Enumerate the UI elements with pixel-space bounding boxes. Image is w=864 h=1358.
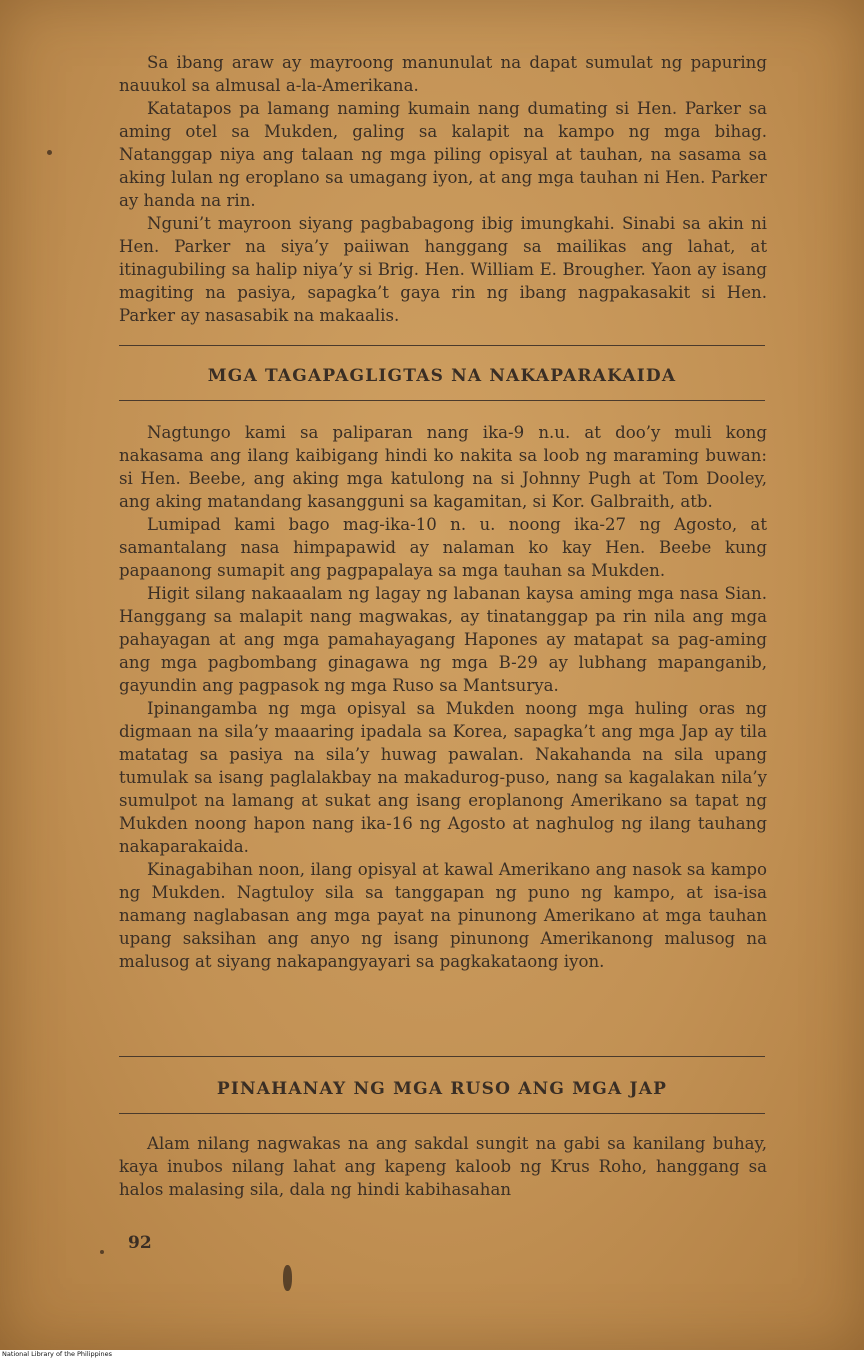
paragraph: Sa ibang araw ay mayroong manunulat na dapat sumulat ng papuring nauukol sa almusal a-la-Amerikana. <box>119 53 767 95</box>
paragraph: Ipinangamba ng mga opisyal sa Mukden noong mga huling oras ng digmaan na sila’y maaaring ipadala sa Korea, sapagka’t ang mga Jap ay tila matatag sa pasiya na sila’y huwag pawalan. Nakahanda na sila upang tumulak sa isang paglalakbay na makadurog-puso, nang sa kagalakan nila’y sumulpot na lamang at sukat ang isang eroplanong Amerikano sa tapat ng Mukden noong hapon nang ika-16 ng Agosto at naghulog ng ilang tauhang nakaparakaida. <box>119 699 767 856</box>
section-rule-bottom <box>119 1113 765 1114</box>
paragraph: Alam nilang nagwakas na ang sakdal sungit na gabi sa kanilang buhay, kaya inubos nilang lahat ang kapeng kaloob ng Krus Roho, hanggang sa halos malasing sila, dala ng hindi kabihasahan <box>119 1134 767 1199</box>
section-1-text <box>119 51 767 327</box>
section-heading-2: PINAHANAY NG MGA RUSO ANG MGA JAP <box>216 1079 668 1099</box>
paragraph: Higit silang nakaaalam ng lagay ng labanan kaysa aming mga nasa Sian. Hanggang sa malapit nang magwakas, ay tinatanggap pa rin nila ang mga pahayagan at ang mga pamahayagang Hapones ay matapat sa pag-aming ang mga pagbombang ginagawa ng mga B-29 ay lubhang mapanganib, gayundin ang pagpasok ng mga Ruso sa Mantsurya. <box>119 584 767 695</box>
section-rule-top <box>119 345 765 346</box>
section-heading-1: MGA TAGAPAGLIGTAS NA NAKAPARAKAIDA <box>207 366 677 386</box>
section-rule-top <box>119 1056 765 1057</box>
paragraph: Kinagabihan noon, ilang opisyal at kawal Amerikano ang nasok sa kampo ng Mukden. Nagtuloy sila sa tanggapan ng puno ng kampo, at isa-isa namang naglabasan ang mga payat na pinunong Amerikano at mga tauhan upang saksihan ang anyo ng isang pinunong Amerikanong malusog na malusog at siyang nakapangyayari sa pagkakataong iyon. <box>119 860 767 971</box>
section-3-text <box>119 1132 767 1201</box>
section-2-text <box>119 421 767 973</box>
ink-speck <box>47 150 52 155</box>
ink-speck <box>100 1250 104 1254</box>
library-footer: National Library of the Philippines <box>2 1350 113 1358</box>
paragraph: Katatapos pa lamang naming kumain nang dumating si Hen. Parker sa aming otel sa Mukden, galing sa kalapit na kampo ng mga bihag. Natanggap niya ang talaan ng mga piling opisyal at tauhan, na sasama sa aking lulan ng eroplano sa umagang iyon, at ang mga tauhan ni Hen. Parker ay handa na rin. <box>119 99 767 210</box>
paragraph: Nagtungo kami sa paliparan nang ika-9 n.u. at doo’y muli kong nakasama ang ilang kaibigang hindi ko nakita sa loob ng maraming buwan: si Hen. Beebe, ang aking mga katulong na si Johnny Pugh at Tom Dooley, ang aking matandang kasangguni sa kagamitan, si Kor. Galbraith, atb. <box>119 423 767 511</box>
ink-blot <box>283 1265 292 1291</box>
section-rule-bottom <box>119 400 765 401</box>
paragraph: Lumipad kami bago mag-ika-10 n. u. noong ika-27 ng Agosto, at samantalang nasa himpapawid ay nalaman ko kay Hen. Beebe kung papaanong sumapit ang pagpapalaya sa mga tauhan sa Mukden. <box>119 515 767 580</box>
paragraph: Nguni’t mayroon siyang pagbabagong ibig imungkahi. Sinabi sa akin ni Hen. Parker na siya’y paiiwan hanggang sa mailikas ang lahat, at itinagubiling sa halip niya’y si Brig. Hen. William E. Brougher. Yaon ay isang magiting na pasiya, sapagka’t gaya rin ng ibang nagpakasakit si Hen. Parker ay nasasabik na makaalis. <box>119 214 767 325</box>
page-number: 92 <box>128 1233 152 1253</box>
